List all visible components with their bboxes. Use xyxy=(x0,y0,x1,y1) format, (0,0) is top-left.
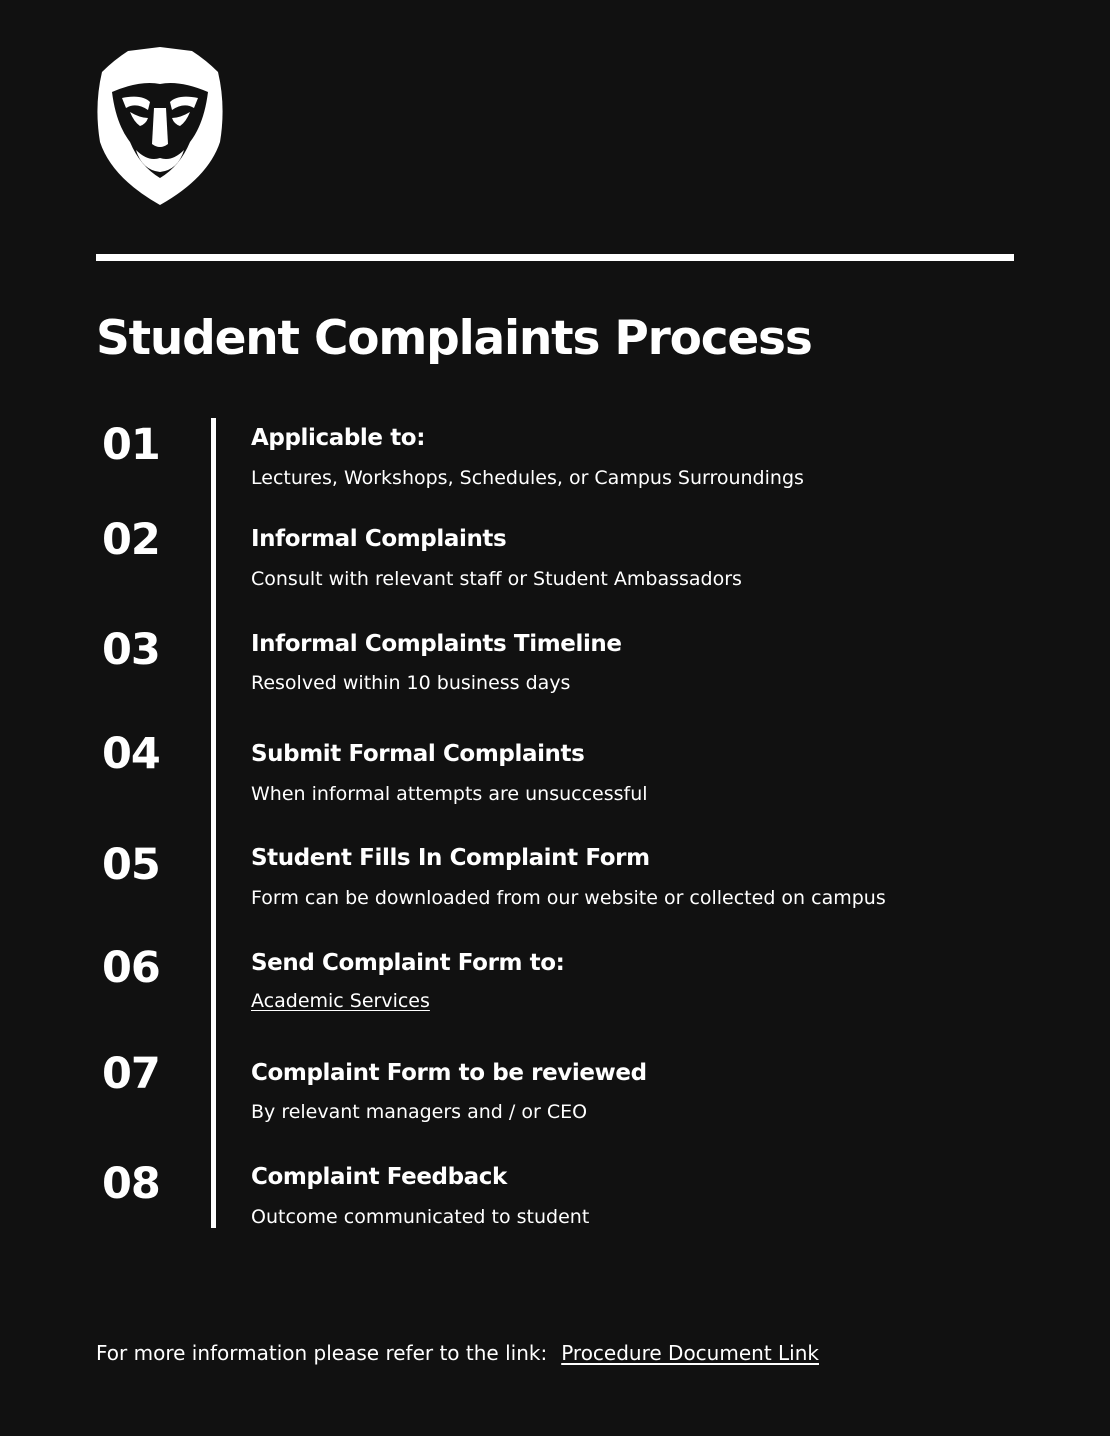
step-number: 02 xyxy=(102,515,160,565)
step-heading: Complaint Feedback xyxy=(251,1164,507,1190)
footer-text: For more information please refer to the link: xyxy=(96,1341,548,1365)
footer xyxy=(96,1340,819,1366)
step-number: 05 xyxy=(102,840,160,890)
step-description: Outcome communicated to student xyxy=(251,1206,590,1228)
step-heading: Informal Complaints xyxy=(251,526,507,552)
step-number: 03 xyxy=(102,625,160,675)
step-heading: Complaint Form to be reviewed xyxy=(251,1060,647,1086)
procedure-document-link[interactable]: Procedure Document Link xyxy=(561,1341,819,1365)
step-description: Consult with relevant staff or Student Ambassadors xyxy=(251,568,742,590)
lion-shield-logo-icon xyxy=(96,46,224,206)
step-heading: Send Complaint Form to: xyxy=(251,950,565,976)
step-description: Lectures, Workshops, Schedules, or Campus Surroundings xyxy=(251,467,804,489)
step-heading: Informal Complaints Timeline xyxy=(251,631,622,657)
step-number: 06 xyxy=(102,943,160,993)
step-description: When informal attempts are unsuccessful xyxy=(251,783,648,805)
academic-services-link[interactable]: Academic Services xyxy=(251,990,430,1012)
step-description: Resolved within 10 business days xyxy=(251,672,571,694)
page-title: Student Complaints Process xyxy=(96,311,812,366)
step-heading: Submit Formal Complaints xyxy=(251,741,585,767)
step-number: 07 xyxy=(102,1049,160,1099)
step-heading: Applicable to: xyxy=(251,425,425,451)
step-number: 04 xyxy=(102,729,160,779)
step-heading: Student Fills In Complaint Form xyxy=(251,845,650,871)
header-divider xyxy=(96,254,1014,261)
step-description: Form can be downloaded from our website or collected on campus xyxy=(251,887,886,909)
step-number: 08 xyxy=(102,1159,160,1209)
step-description: By relevant managers and / or CEO xyxy=(251,1101,588,1123)
timeline-line xyxy=(211,418,216,1228)
step-number: 01 xyxy=(102,420,160,470)
